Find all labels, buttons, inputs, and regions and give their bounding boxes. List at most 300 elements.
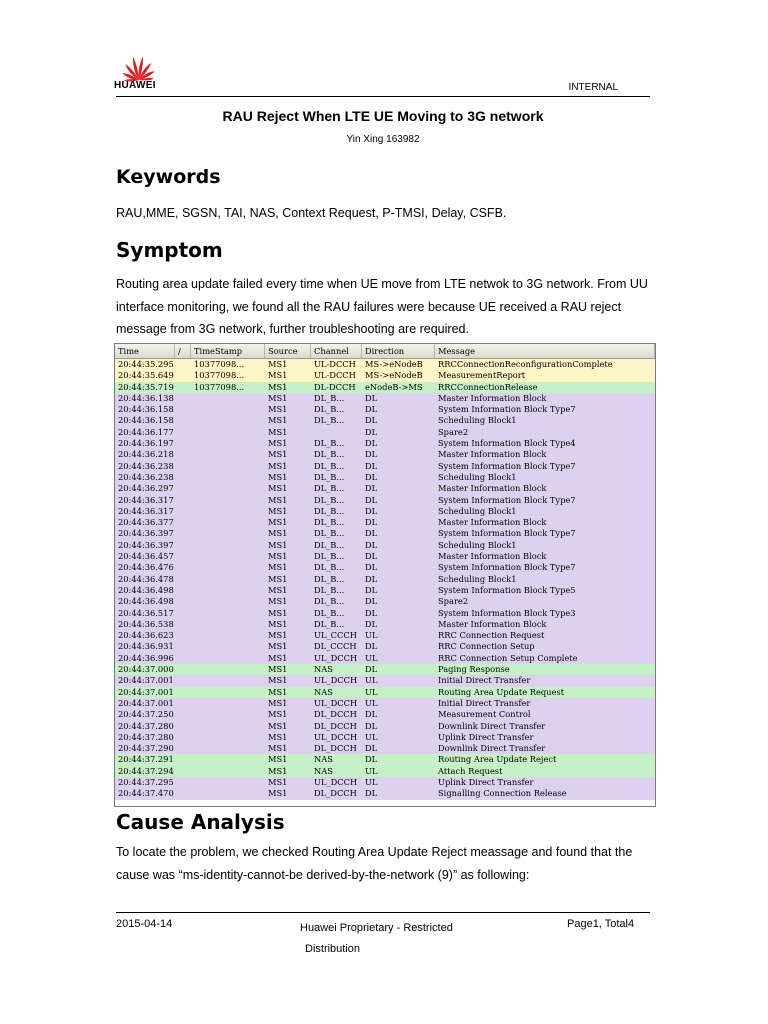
brand-name: HUAWEI <box>114 80 156 91</box>
cell-timestamp <box>191 495 265 506</box>
cell-time: 20:44:36.931 <box>118 641 174 652</box>
cell-channel: DL_DCCH <box>314 720 357 731</box>
cell-source: MS1 <box>268 641 288 652</box>
cell-source: MS1 <box>268 551 288 562</box>
keywords-text: RAU,MME, SGSN, TAI, NAS, Context Request, P-TMSI, Delay, CSFB. <box>116 206 507 220</box>
cell-channel: DL_DCCH <box>314 709 357 720</box>
cell-time: 20:44:36.158 <box>118 404 174 415</box>
cell-source: MS1 <box>268 754 288 765</box>
footer-classification-line1: Huawei Proprietary - Restricted <box>300 922 453 934</box>
cell-time: 20:44:36.996 <box>118 652 174 663</box>
cell-timestamp <box>191 574 265 585</box>
cell-direction: DL <box>365 483 378 494</box>
trace-row[interactable] <box>115 653 655 664</box>
cell-channel: UL_DCCH <box>314 731 358 742</box>
cell-message: Paging Response <box>438 664 510 675</box>
cell-time: 20:44:36.517 <box>118 607 174 618</box>
trace-row[interactable] <box>115 517 655 528</box>
cell-source: MS1 <box>268 788 288 799</box>
cell-message: System Information Block Type7 <box>438 494 576 505</box>
cell-timestamp <box>191 675 265 686</box>
cell-time: 20:44:37.294 <box>118 765 174 776</box>
cell-source: MS1 <box>268 697 288 708</box>
trace-row[interactable] <box>115 528 655 539</box>
cell-direction: UL <box>365 630 378 641</box>
cell-direction: DL <box>365 573 378 584</box>
cell-source: MS1 <box>268 664 288 675</box>
cell-timestamp <box>191 777 265 788</box>
cell-channel: DL-DCCH <box>314 381 356 392</box>
cell-message: MeasurementReport <box>438 370 526 381</box>
cell-time: 20:44:36.377 <box>118 517 174 528</box>
cell-channel: DL_B... <box>314 562 345 573</box>
cell-timestamp <box>191 687 265 698</box>
cell-timestamp <box>191 743 265 754</box>
cell-timestamp <box>191 562 265 573</box>
trace-row[interactable] <box>115 698 655 709</box>
document-author: Yin Xing 163982 <box>346 134 420 145</box>
col-header-source[interactable]: Source <box>265 344 311 358</box>
cell-timestamp <box>191 449 265 460</box>
cell-message: System Information Block Type3 <box>438 607 576 618</box>
cell-channel: DL_DCCH <box>314 788 357 799</box>
trace-row[interactable] <box>115 483 655 494</box>
cell-channel: DL_B... <box>314 415 345 426</box>
trace-row[interactable] <box>115 472 655 483</box>
cell-message: Master Information Block <box>438 517 547 528</box>
cell-message: Routing Area Update Reject <box>438 754 557 765</box>
cell-timestamp <box>191 472 265 483</box>
cell-channel: DL_B... <box>314 483 345 494</box>
cell-channel: UL-DCCH <box>314 370 356 381</box>
cell-source: MS1 <box>268 573 288 584</box>
cell-time: 20:44:37.250 <box>118 709 174 720</box>
cell-message: Master Information Block <box>438 392 547 403</box>
cell-channel: DL_DCCH <box>314 743 357 754</box>
cell-source: MS1 <box>268 505 288 516</box>
trace-row[interactable] <box>115 641 655 652</box>
cell-time: 20:44:37.001 <box>118 686 174 697</box>
trace-row[interactable] <box>115 630 655 641</box>
cell-timestamp <box>191 653 265 664</box>
cell-message: Uplink Direct Transfer <box>438 776 534 787</box>
cell-time: 20:44:36.238 <box>118 471 174 482</box>
trace-row[interactable] <box>115 551 655 562</box>
cell-channel: DL_B... <box>314 551 345 562</box>
cell-channel <box>311 427 362 438</box>
trace-row[interactable] <box>115 382 655 393</box>
cell-timestamp <box>191 415 265 426</box>
trace-row[interactable] <box>115 585 655 596</box>
cell-timestamp <box>191 438 265 449</box>
trace-row[interactable] <box>115 766 655 777</box>
cell-time: 20:44:37.470 <box>118 788 174 799</box>
cell-direction: DL <box>365 460 378 471</box>
cell-timestamp <box>191 483 265 494</box>
cell-timestamp <box>191 641 265 652</box>
cell-timestamp <box>191 404 265 415</box>
header-divider <box>116 96 650 97</box>
cell-channel: UL_DCCH <box>314 652 358 663</box>
cell-channel: NAS <box>314 664 333 675</box>
cause-text: To locate the problem, we checked Routing Area Update Reject meassage and found that the cause was “ms-identity-cannot-be derived-by-the-network (9)” as following: <box>116 845 633 882</box>
footer-classification <box>300 918 480 960</box>
cell-time: 20:44:36.623 <box>118 630 174 641</box>
cell-direction: DL <box>365 415 378 426</box>
cell-source: MS1 <box>268 494 288 505</box>
trace-row[interactable] <box>115 619 655 630</box>
cell-source: MS1 <box>268 426 288 437</box>
cell-timestamp <box>191 585 265 596</box>
cell-channel: UL_DCCH <box>314 697 358 708</box>
cell-message: Initial Direct Transfer <box>438 697 531 708</box>
cell-message: Master Information Block <box>438 551 547 562</box>
cell-direction: DL <box>365 471 378 482</box>
cell-timestamp <box>191 630 265 641</box>
cell-source: MS1 <box>268 776 288 787</box>
cell-direction: DL <box>365 788 378 799</box>
col-header-time[interactable]: Time <box>115 344 175 358</box>
trace-header-row <box>115 344 655 359</box>
cell-direction: DL <box>365 528 378 539</box>
cell-channel: DL_B... <box>314 494 345 505</box>
cell-timestamp <box>191 528 265 539</box>
cell-message: System Information Block Type5 <box>438 584 576 595</box>
cell-timestamp <box>191 506 265 517</box>
cell-time: 20:44:36.177 <box>118 426 174 437</box>
cell-source: MS1 <box>268 596 288 607</box>
cell-direction: DL <box>365 449 378 460</box>
cell-message: Spare2 <box>438 426 469 437</box>
cell-direction: UL <box>365 731 378 742</box>
trace-row[interactable] <box>115 393 655 404</box>
cell-source: MS1 <box>268 765 288 776</box>
cell-source: MS1 <box>268 370 288 381</box>
cell-time: 20:44:36.138 <box>118 392 174 403</box>
cell-source: MS1 <box>268 381 288 392</box>
trace-row[interactable] <box>115 495 655 506</box>
cell-timestamp <box>191 461 265 472</box>
cause-heading: Cause Analysis <box>116 810 285 834</box>
keywords-heading: Keywords <box>116 166 221 188</box>
cell-direction: DL <box>365 754 378 765</box>
cell-time: 20:44:36.498 <box>118 596 174 607</box>
trace-row[interactable] <box>115 461 655 472</box>
col-header-channel[interactable]: Channel <box>311 344 362 358</box>
cell-channel: DL_B... <box>314 438 345 449</box>
cell-message: RRCConnectionReconfigurationComplete <box>438 359 613 369</box>
cell-timestamp <box>191 427 265 438</box>
cell-direction: MS->eNodeB <box>365 370 423 381</box>
cell-direction: DL <box>365 618 378 629</box>
cell-timestamp <box>191 540 265 551</box>
cell-timestamp: 10377098... <box>194 370 245 381</box>
cell-message: RRCConnectionRelease <box>438 381 538 392</box>
cell-direction: DL <box>365 607 378 618</box>
cell-channel: DL_B... <box>314 539 345 550</box>
cell-channel: UL_DCCH <box>314 675 358 686</box>
cell-timestamp <box>191 551 265 562</box>
footer-classification-line2: Distribution <box>305 943 361 955</box>
cell-source: MS1 <box>268 731 288 742</box>
cell-time: 20:44:37.001 <box>118 697 174 708</box>
cell-timestamp <box>191 709 265 720</box>
cell-channel: NAS <box>314 765 333 776</box>
trace-row[interactable] <box>115 608 655 619</box>
cell-direction: DL <box>365 641 378 652</box>
cell-timestamp <box>191 608 265 619</box>
cell-channel: DL_B... <box>314 584 345 595</box>
cell-message: Routing Area Update Request <box>438 686 565 697</box>
cell-direction: DL <box>365 438 378 449</box>
cell-direction: DL <box>365 584 378 595</box>
signaling-trace-table <box>114 343 656 807</box>
cell-channel: DL_B... <box>314 392 345 403</box>
cell-source: MS1 <box>268 607 288 618</box>
cell-direction: DL <box>365 426 378 437</box>
cell-direction: MS->eNodeB <box>365 359 423 369</box>
cell-message: Scheduling Block1 <box>438 415 517 426</box>
col-header-timestamp[interactable]: TimeStamp <box>191 344 265 358</box>
cell-source: MS1 <box>268 359 288 369</box>
cell-message: Attach Request <box>438 765 503 776</box>
cell-direction: DL <box>365 664 378 675</box>
trace-row[interactable] <box>115 788 655 799</box>
cell-source: MS1 <box>268 720 288 731</box>
cell-message: Master Information Block <box>438 483 547 494</box>
cell-timestamp <box>191 393 265 404</box>
cell-time: 20:44:36.457 <box>118 551 174 562</box>
cell-time: 20:44:37.000 <box>118 664 174 675</box>
cell-channel: UL_DCCH <box>314 776 358 787</box>
cell-message: RRC Connection Request <box>438 630 545 641</box>
cell-direction: DL <box>365 551 378 562</box>
cell-message: Master Information Block <box>438 618 547 629</box>
cell-source: MS1 <box>268 483 288 494</box>
trace-row[interactable] <box>115 427 655 438</box>
cell-time: 20:44:35.295 <box>118 359 174 369</box>
cell-direction: DL <box>365 392 378 403</box>
cell-direction: DL <box>365 720 378 731</box>
cell-message: Uplink Direct Transfer <box>438 731 534 742</box>
cell-source: MS1 <box>268 709 288 720</box>
cell-channel: UL-DCCH <box>314 359 356 369</box>
cell-channel: DL_B... <box>314 449 345 460</box>
cell-channel: DL_B... <box>314 607 345 618</box>
cell-time: 20:44:36.197 <box>118 438 174 449</box>
cell-direction: DL <box>365 562 378 573</box>
cell-direction: UL <box>365 652 378 663</box>
cell-direction: DL <box>365 539 378 550</box>
cell-time: 20:44:37.001 <box>118 675 174 686</box>
cell-source: MS1 <box>268 392 288 403</box>
cell-direction: eNodeB->MS <box>365 381 423 392</box>
cell-source: MS1 <box>268 415 288 426</box>
cell-timestamp <box>191 664 265 675</box>
trace-row[interactable] <box>115 562 655 573</box>
cell-timestamp <box>191 596 265 607</box>
trace-row[interactable] <box>115 540 655 551</box>
cell-timestamp: 10377098... <box>194 359 245 369</box>
cell-source: MS1 <box>268 743 288 754</box>
cell-direction: UL <box>365 765 378 776</box>
cell-time: 20:44:36.158 <box>118 415 174 426</box>
cell-time: 20:44:36.397 <box>118 539 174 550</box>
cell-time: 20:44:36.498 <box>118 584 174 595</box>
cell-time: 20:44:36.478 <box>118 573 174 584</box>
cell-source: MS1 <box>268 517 288 528</box>
cell-channel: DL_B... <box>314 471 345 482</box>
cell-timestamp <box>191 754 265 765</box>
col-header-direction[interactable]: Direction <box>362 344 435 358</box>
document-title: RAU Reject When LTE UE Moving to 3G network <box>222 108 544 124</box>
trace-row[interactable] <box>115 675 655 686</box>
cell-source: MS1 <box>268 618 288 629</box>
cell-channel: DL_B... <box>314 460 345 471</box>
trace-row[interactable] <box>115 574 655 585</box>
trace-row[interactable] <box>115 709 655 720</box>
cell-direction: DL <box>365 709 378 720</box>
cell-message: Measurement Control <box>438 709 531 720</box>
cell-message: Master Information Block <box>438 449 547 460</box>
cell-channel: DL_B... <box>314 573 345 584</box>
cell-source: MS1 <box>268 404 288 415</box>
footer-divider <box>116 912 650 913</box>
cell-message: System Information Block Type7 <box>438 404 576 415</box>
cell-time: 20:44:36.317 <box>118 505 174 516</box>
cell-timestamp <box>191 619 265 630</box>
cell-channel: DL_B... <box>314 618 345 629</box>
cell-timestamp <box>191 766 265 777</box>
cell-source: MS1 <box>268 528 288 539</box>
cell-time: 20:44:36.297 <box>118 483 174 494</box>
trace-row[interactable] <box>115 664 655 675</box>
cell-message: RRC Connection Setup <box>438 641 535 652</box>
trace-row[interactable] <box>115 596 655 607</box>
cell-source: MS1 <box>268 652 288 663</box>
cell-message: Initial Direct Transfer <box>438 675 531 686</box>
cell-source: MS1 <box>268 460 288 471</box>
cell-source: MS1 <box>268 438 288 449</box>
trace-row[interactable] <box>115 370 655 381</box>
cell-source: MS1 <box>268 562 288 573</box>
cell-direction: DL <box>365 596 378 607</box>
cell-message: Downlink Direct Transfer <box>438 743 546 754</box>
cell-time: 20:44:37.291 <box>118 754 174 765</box>
trace-row[interactable] <box>115 732 655 743</box>
cell-time: 20:44:35.719 <box>118 381 174 392</box>
trace-body <box>115 359 655 800</box>
cell-direction: UL <box>365 697 378 708</box>
cell-timestamp <box>191 517 265 528</box>
cell-timestamp <box>191 732 265 743</box>
cell-time: 20:44:36.397 <box>118 528 174 539</box>
trace-row[interactable] <box>115 754 655 765</box>
cell-timestamp <box>191 698 265 709</box>
cell-time: 20:44:37.280 <box>118 731 174 742</box>
trace-row[interactable] <box>115 506 655 517</box>
cell-source: MS1 <box>268 630 288 641</box>
cell-message: System Information Block Type7 <box>438 562 576 573</box>
cell-direction: DL <box>365 505 378 516</box>
cell-direction: UL <box>365 686 378 697</box>
cell-direction: DL <box>365 494 378 505</box>
cell-channel: UL_CCCH <box>314 630 357 641</box>
cell-message: Scheduling Block1 <box>438 471 517 482</box>
cell-message: System Information Block Type7 <box>438 528 576 539</box>
cell-message: Scheduling Block1 <box>438 539 517 550</box>
cell-direction: DL <box>365 404 378 415</box>
trace-row[interactable] <box>115 438 655 449</box>
cell-source: MS1 <box>268 449 288 460</box>
cell-channel: DL_B... <box>314 528 345 539</box>
footer-date: 2015-04-14 <box>116 918 173 930</box>
trace-row[interactable] <box>115 415 655 426</box>
cell-time: 20:44:37.280 <box>118 720 174 731</box>
cell-channel: DL_B... <box>314 404 345 415</box>
cell-message: Signalling Connection Release <box>438 788 567 799</box>
col-header-message[interactable]: Message <box>435 344 655 358</box>
cell-message: System Information Block Type4 <box>438 438 576 449</box>
cell-time: 20:44:36.476 <box>118 562 174 573</box>
cell-source: MS1 <box>268 471 288 482</box>
cell-channel: DL_B... <box>314 505 345 516</box>
footer-page-number: Page1, Total4 <box>567 918 635 930</box>
cell-timestamp: 10377098... <box>194 381 245 392</box>
trace-row[interactable] <box>115 449 655 460</box>
cell-direction: DL <box>365 517 378 528</box>
trace-row[interactable] <box>115 687 655 698</box>
cell-timestamp <box>191 721 265 732</box>
cell-source: MS1 <box>268 584 288 595</box>
cell-direction: UL <box>365 776 378 787</box>
trace-row[interactable] <box>115 777 655 788</box>
cell-message: System Information Block Type7 <box>438 460 576 471</box>
trace-row[interactable] <box>115 721 655 732</box>
col-header-sort[interactable]: / <box>175 344 191 358</box>
cell-message: RRC Connection Setup Complete <box>438 652 578 663</box>
cell-direction: DL <box>365 743 378 754</box>
cell-timestamp <box>191 788 265 799</box>
cell-time: 20:44:35.649 <box>118 370 174 381</box>
cell-source: MS1 <box>268 686 288 697</box>
cell-message: Scheduling Block1 <box>438 573 517 584</box>
cell-message: Downlink Direct Transfer <box>438 720 546 731</box>
trace-row[interactable] <box>115 404 655 415</box>
cell-channel: NAS <box>314 686 333 697</box>
symptom-heading: Symptom <box>116 238 223 262</box>
cell-channel: NAS <box>314 754 333 765</box>
cell-time: 20:44:37.295 <box>118 776 174 787</box>
cell-time: 20:44:36.238 <box>118 460 174 471</box>
cell-direction: UL <box>365 675 378 686</box>
cell-message: Scheduling Block1 <box>438 505 517 516</box>
cell-source: MS1 <box>268 539 288 550</box>
cell-channel: DL_B... <box>314 596 345 607</box>
cell-time: 20:44:36.317 <box>118 494 174 505</box>
cell-time: 20:44:36.218 <box>118 449 174 460</box>
cell-time: 20:44:36.538 <box>118 618 174 629</box>
cell-source: MS1 <box>268 675 288 686</box>
cell-channel: DL_B... <box>314 517 345 528</box>
trace-row[interactable] <box>115 743 655 754</box>
cell-channel: DL_CCCH <box>314 641 357 652</box>
classification-label: INTERNAL <box>568 82 618 93</box>
trace-row[interactable] <box>115 359 655 370</box>
symptom-text: Routing area update failed every time when UE move from LTE netwok to 3G network. From UU interface monitoring, we found all the RAU failures were because UE received a RAU reject message from 3G network, further troubleshooting are required. <box>116 277 648 336</box>
cell-message: Spare2 <box>438 596 469 607</box>
cell-time: 20:44:37.290 <box>118 743 174 754</box>
